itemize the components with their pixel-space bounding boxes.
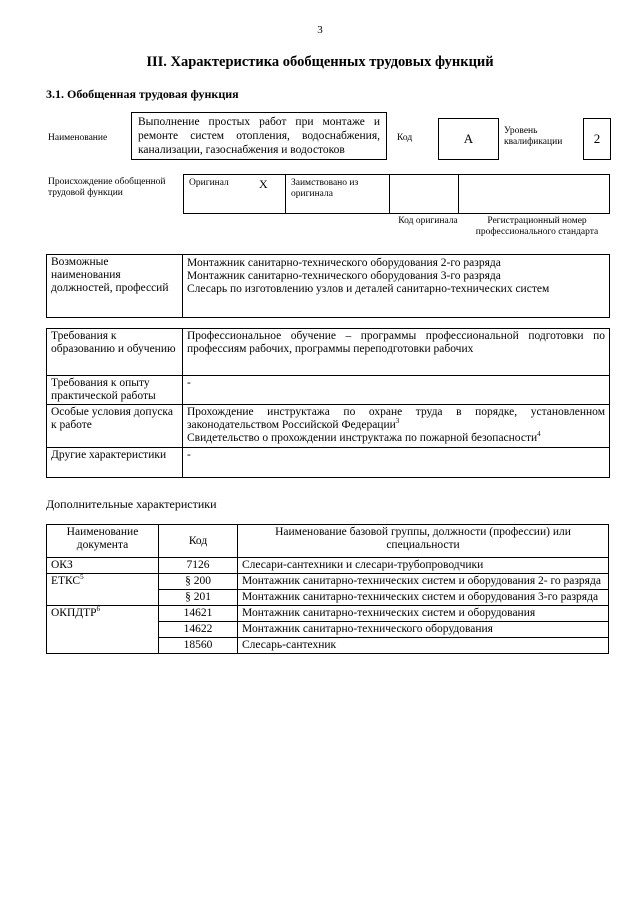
header-code: Код [159,525,238,558]
experience-label: Требования к опыту практической работы [47,376,183,405]
name-cell: Слесарь-сантехник [238,638,609,654]
code-cell: § 200 [159,574,238,590]
borrowed-label: Заимствовано из оригинала [291,178,359,199]
name-cell: Монтажник санитарно-технических систем и оборудования [238,606,609,622]
other-value: - [183,448,610,478]
reg-number-caption: Регистрационный номер профессионального стандарта [475,216,599,237]
positions-label: Возможные наименования должностей, профессий [47,255,183,318]
additional-table [46,524,609,654]
page-number: 3 [317,24,323,36]
name-cell: Монтажник санитарно-технических систем и оборудования 2- го разряда [238,574,609,590]
original-label: Оригинал [189,178,229,188]
table-row [47,606,609,622]
position-item: Слесарь по изготовлению узлов и деталей санитарно-технических систем [187,283,550,295]
education-label: Требования к образованию и обучению [47,329,183,376]
name-cell: Слесари-сантехники и слесари-трубопроводчики [238,558,609,574]
level-label: Уровень квалификации [504,126,563,147]
doc-cell: ОКПДТР$^6$ [47,606,159,622]
admission-value [183,405,610,448]
header-name: Наименование базовой группы, должности (профессии) или специальности [238,525,609,558]
table-row [47,638,609,654]
footnote-ref: 4 [537,430,541,439]
code-cell: 7126 [159,558,238,574]
header-doc: Наименование документа [47,525,159,558]
section-title: III. Характеристика обобщенных трудовых функций [146,54,494,70]
other-label: Другие характеристики [47,448,183,478]
doc-cell [47,622,159,638]
code-original-caption: Код оригинала [398,216,458,226]
subsection-title: 3.1. Обобщенная трудовая функция [46,87,239,101]
code-cell: 14621 [159,606,238,622]
doc-cell: ОКЗ [47,558,159,574]
gtf-name-value: Выполнение простых работ при монтаже и ремонте систем отопления, водоснабжения, канализации, газоснабжения и водостоков [131,112,387,160]
table-row [47,558,609,574]
table-row [47,590,609,606]
original-mark: Х [259,177,268,191]
position-item: Монтажник санитарно-технического оборудования 3-го разряда [187,270,501,282]
additional-title: Дополнительные характеристики [46,497,217,511]
admission-line-2: Свидетельство о прохождении инструктажа по пожарной безопасности [187,432,538,444]
gtf-code-value: А [438,118,499,160]
admission-line-1: Прохождение инструктажа по охране труда в порядке, установленном законодательством Российской Федерации [187,406,605,431]
doc-cell: ЕТКС$^5$ [47,574,159,590]
table-row [47,574,609,590]
education-value: Профессиональное обучение – программы профессиональной подготовки по профессиям рабочих, программы переподготовки рабочих [183,329,610,376]
doc-cell [47,590,159,606]
code-cell: 14622 [159,622,238,638]
origin-box [183,174,610,214]
doc-cell [47,638,159,654]
experience-value: - [183,376,610,405]
code-cell: 18560 [159,638,238,654]
name-cell: Монтажник санитарно-технического оборудования [238,622,609,638]
position-item: Монтажник санитарно-технического оборудования 2-го разряда [187,257,501,269]
name-cell: Монтажник санитарно-технических систем и оборудования 3-го разряда [238,590,609,606]
name-label: Наименование [48,133,108,143]
code-label: Код [397,133,413,143]
footnote-ref: 3 [395,417,400,426]
admission-label: Особые условия допуска к работе [47,405,183,448]
positions-cell [183,255,610,318]
origin-label: Происхождение обобщенной трудовой функции [48,177,166,198]
gtf-level-value: 2 [583,118,611,160]
table-row [47,622,609,638]
code-cell: § 201 [159,590,238,606]
